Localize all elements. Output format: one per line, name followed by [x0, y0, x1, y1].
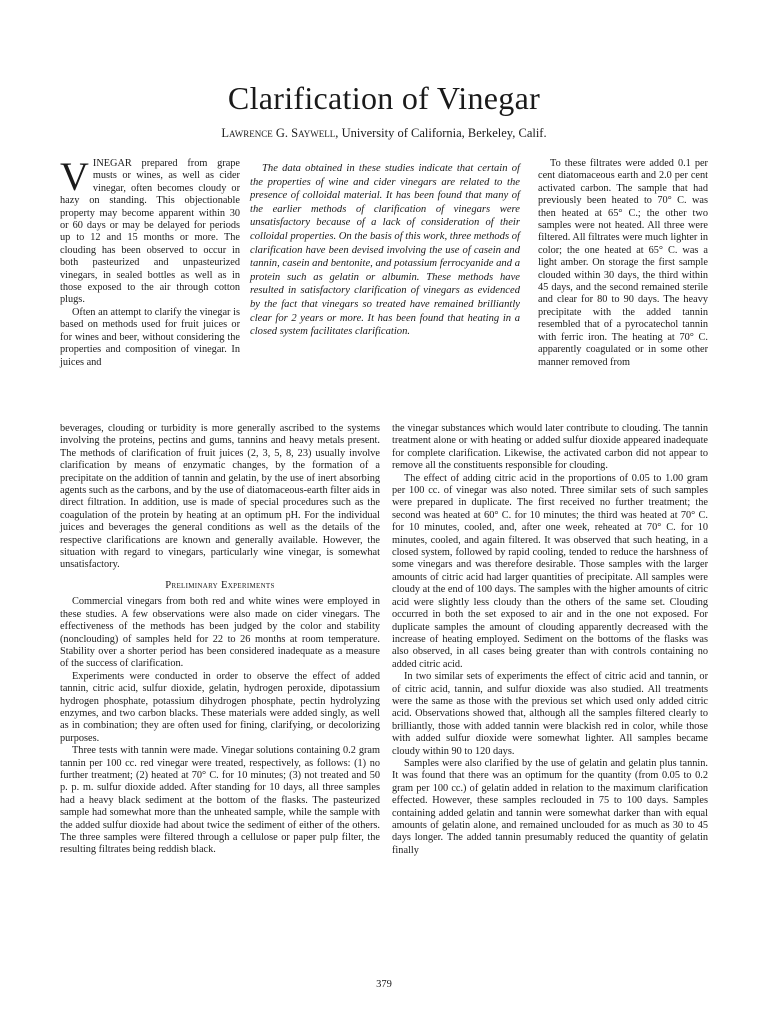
- intro-column: [60, 154, 240, 369]
- left-body-column: [60, 423, 380, 857]
- author-name: Lawrence G. Saywell,: [221, 126, 339, 140]
- body-paragraph: In two similar sets of experiments the effect of citric acid and tannin, or of citric acid, tannin, and sulfur dioxide was also studied. All treatments were the same as those with the previous set which used only added citric acid. Observations showed that, although all the samples filtered clearly to brilliantly, those with added tannin were blackish red in color, while those with added sulfur dioxide were somewhat lighter. All samples became cloudy within 90 to 120 days.: [392, 671, 708, 757]
- body-paragraph: Three tests with tannin were made. Vinegar solutions containing 0.2 gram tannin per 100 cc. red vinegar were treated, respectively, as follows: (1) no further treatment; (2) heated at 70° C. for 10 minutes; (3) not treated and 50 p. p. m. sulfur dioxide added. After standing for 10 days, all three samples had a heavy black sediment at the bottom of the flasks. The pasteurized sample had somewhat more than the unheated sample, while the sample with the added sulfur dioxide had about twice the sediment of either of the others. The three samples were filtered through a cellulose or paper pulp filter, the resulting filtrates being reddish black.: [60, 745, 380, 856]
- drop-cap: V: [60, 154, 89, 199]
- abstract: [250, 162, 520, 339]
- body-paragraph: Commercial vinegars from both red and white wines were employed in these studies. A few observations were also made on cider vinegars. The effectiveness of the methods has been judged by the color and stability (nonclouding) of samples held for 22 to 26 months at room temperature. Stability over a shorter period has been considered inadequate as a measure of the success of clarification.: [60, 596, 380, 670]
- byline: [0, 126, 768, 141]
- right-top-paragraph: To these filtrates were added 0.1 per cent diatomaceous earth and 2.0 per cent activated carbon. The sample that had previously been heated to 70° C. was then heated at 65° C.; the other two samples were not heated. All three were filtered. All filtrates were much lighter in color; the one heated at 65° C. was a light amber. On storage the first sample clouded within 30 days, the third within 45 days, and the second remained sterile and clear for 80 to 90 days. The heavy precipitate with the added tannin resembled that of a pyrocatechol tannin with ferric iron. The heating at 70° C. apparently coagulated or in some other manner removed from: [538, 158, 708, 368]
- body-paragraph: the vinegar substances which would later contribute to clouding. The tannin treatment alone or with heating or added sulfur dioxide appeared inadequate for complete clarification. Likewise, the activated carbon did not appear to remove all the constituents responsible for clouding.: [392, 423, 708, 472]
- author-affiliation: University of California, Berkeley, Calif.: [338, 126, 547, 140]
- right-top-column: [538, 158, 708, 369]
- abstract-text: The data obtained in these studies indicate that certain of the properties of wine and cider vinegars are related to the presence of colloidal material. It has been found that many of the earlier methods of clarification of vinegars were unsatisfactory because of a lack of consideration of their colloidal properties. On the basis of this work, three methods of clarification have been devised involving the use of casein and tannin, casein and bentonite, and potassium ferrocyanide and a protein such as gelatin or albumin. These methods have resulted in satisfactory clarification of vinegars as evidenced by the fact that vinegars so treated have remained brilliantly clear for 2 years or more. It has been found that heating in a closed system facilitates clarification.: [250, 163, 520, 338]
- body-paragraph: Samples were also clarified by the use of gelatin and gelatin plus tannin. It was found that there was an optimum for the quantity (from 0.05 to 0.2 gram per 100 cc.) of gelatin added in relation to the maximum clarification effected. However, these samples reclouded in 75 to 100 days. Samples containing added gelatin and tannin were somewhat darker than with equal amounts of gelatin alone, and remained unclouded for as much as 30 to 45 days longer. The added tannin presumably reduced the quantity of gelatin finally: [392, 757, 708, 856]
- right-body-column: [392, 423, 708, 857]
- body-paragraph: The effect of adding citric acid in the proportions of 0.05 to 1.00 gram per 100 cc. of vinegar was also noted. Three similar sets of such samples were prepared in duplicate. The first received no further treatment; the second was heated at 60° C. for 10 minutes; the third was heated at 70° C. for 10 minutes, cooled, and, after one week, reheated at 70° C. for 10 minutes, cooled, and again filtered. It was observed that such heating, in a closed system, followed by rapid cooling, tended to reduce the harshness of some vinegars and was therefore desirable. Those samples with the larger amounts of citric acid had larger quantities of precipitate. All samples were cloudy at the end of 100 days. The samples with the higher amounts of citric acid were slightly less cloudy than the others of the same set. Clouding occurred in both the set exposed to air and in the one not exposed. For duplicate samples the amount of clouding apparently decreased with the increase of heating employed. Sediment on the bottoms of the flasks was also observed, in all cases being greater than with controls containing no added citric acid.: [392, 472, 708, 670]
- intro-text: INEGAR prepared from grape musts or wines, as well as cider vinegar, often becomes cloudy or hazy on standing. This objectionable property may become apparent within 30 or 60 days or may be delayed for periods up to 12 and 15 months or more. The clouding has been observed to occur in both pasteurized and unpasteurized vinegars, in sealed bottles as well as in those exposed to the air through cotton plugs.: [60, 158, 240, 306]
- intro-paragraph: [60, 154, 240, 307]
- article-title: Clarification of Vinegar: [227, 80, 541, 116]
- page-number: 379: [376, 979, 392, 990]
- intro-paragraph-2: Often an attempt to clarify the vinegar is based on methods used for fruit juices or for wines and beer, without considering the properties and composition of vinegar. In juices and: [60, 306, 240, 368]
- body-paragraph: Experiments were conducted in order to observe the effect of added tannin, citric acid, sulfur dioxide, gelatin, hydrogen peroxide, dipotassium hydrogen phosphate, potassium dihydrogen phosphate, pectin hydrolyzing enzymes, and two carbon blacks. These materials were added singly, as well as in combination; they are often used for fining, clarifying, or decolorizing purposes.: [60, 670, 380, 744]
- section-heading: Preliminary Experiments: [165, 579, 275, 591]
- body-paragraph: beverages, clouding or turbidity is more generally ascribed to the systems involving the proteins, pectins and gums, tannins and heavy metals present. The methods of clarification of fruit juices (2, 3, 5, 8, 23) usually involve clarification by means of enzymatic changes, by the formation of a precipitate on the addition of tannin and gelatin, by the use of inert absorbing agents such as the carbons, and by the use of diatomaceous-earth filter aids in direct filtration. In addition, use is made of special procedures such as the coagulation of the protein by heating at an optimum pH. For the individual juices and beverages the general conditions as well as the details of the respective clarifications are known and generally available. However, the situation with regard to vinegars, particularly wine vinegar, is somewhat unsatisfactory.: [60, 423, 380, 571]
